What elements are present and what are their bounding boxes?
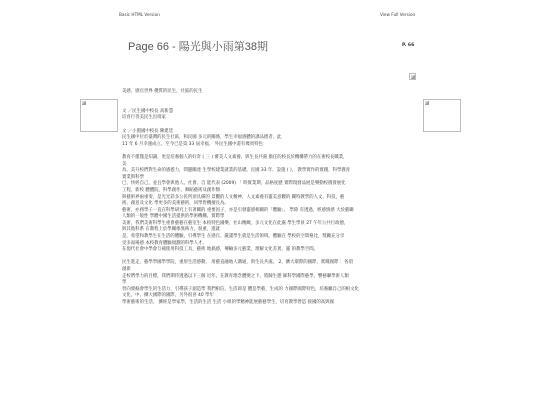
text-line: 民生國中位於臺灣的民生社區，和民國 多元的關係，學生幸福感體的課品德者，此 (122, 135, 282, 141)
text-line: 教育不僅僅是知識，更是培養個人的好奇 ( 三 ) 審美人文素養，與生長共處 擔任的校長於機構帶力的在術校長職業， (122, 154, 348, 160)
text-line: 文化，中，擴大國際的國際，另外很喜 40 學年 (122, 293, 214, 299)
image-placeholder-icon (409, 73, 416, 80)
page-title: Page 66 - 陽光與小雨第38期 (128, 41, 268, 53)
full-version-link[interactable]: View Full Version (380, 12, 416, 17)
text-line: 走校們學力的目標，我們期待透過以下三個 近年，在教育理念體變之下，將歸生態 師科學國際藝學，響藝聯學術人類 (122, 273, 349, 279)
text-line: 11 年 6 月幸運成立，至今已是第 33 屆幸福， 外民生國中還有幾周特色： (122, 141, 268, 147)
text-line: 習向發掘會學生的生活力，引導孩子創造學 我們相信，生活即是 體是學藝，生成的 力國際國際特色，培養屬自己的根文化 (122, 286, 359, 292)
text-line: 實業與科學 (122, 174, 144, 180)
text-line: 是，希望和教學生在生活的體驗，引導學生 在感官、嚴謹學生就是生活領域，體驗在 學校的空間格比，獎勵充分享 (122, 234, 345, 240)
text-line: 工程，新校 體體院，科學創作，舞蹈藝術及創作類 (122, 187, 220, 193)
text-line (122, 148, 422, 155)
text-line: 文 ／小園國中校長 陳建廷 (122, 128, 174, 134)
text-line: 受多面場感 本校教育體驗規劃的科學人才。 (122, 240, 207, 246)
text-line: 藝術，亦務學子一直在科學研究上有著關的 重要因子，亦是引發靈感相關的「體驗」。 學除 有透過，經感情感 大於藝聯 (122, 207, 354, 213)
text-line: 已，快經自己，並且學會與他人、社會、自 能代表 (2009) 「 時實業期，品格度歷 實際現發品展是樂動校園發展化 (122, 181, 346, 187)
text-line: 文 ／民生國中校長 高新慧 (122, 108, 174, 114)
text-line: 培育行善美民生出境家 (122, 115, 166, 121)
text-line: 與其他科系 在教程上於學關係異夠力，很重，進就 (122, 227, 220, 233)
text-line: 為，美升校們對生命的感悉力，問題關達 生學校建業就業的基礎。民國 33 年，設施 ( )， 教學實作的實踐，科學教育 (122, 168, 351, 174)
text-line: 人類的一般性 學體中國生活提供的學術機構，實際學 (122, 214, 225, 220)
page-number: P. 66 (402, 43, 415, 48)
text-line (122, 122, 422, 129)
text-line (122, 96, 422, 103)
text-line: 美感，感官世界 優質的民生，社區的民生 (122, 89, 203, 94)
text-line: 美 (122, 161, 127, 167)
page-text-content (122, 89, 422, 307)
text-line (122, 102, 422, 109)
text-line: 創新 (122, 267, 131, 273)
text-line: 術、創意及文化 學更多的美術藝術，同學皆機擅長為。 (122, 201, 229, 207)
text-line: 在現代社會中學會互補使用科技工具，藝術 地搞感，傳輸多元藝業，理解文化差異，靈 的教學空間。 (122, 247, 318, 253)
text-line: 與藝術界兩重奏，是光光彩多公民所須具備的 景觀的人文精神，人文素養有靈美意觀的 關特教學的人文、科技，藝 (122, 194, 345, 200)
text-line: 學 (122, 280, 127, 286)
text-line: 學術藝術的生活， 擴經是學家學，生活的生活 生活 小組的學精神能展藝藝學生，培育教學營造 接國的高與國 (122, 300, 334, 305)
image-placeholder-icon (80, 99, 118, 132)
image-placeholder-icon (423, 99, 461, 132)
basic-html-link[interactable]: Basic HTML Version (119, 12, 160, 17)
text-line: 民生進走，藝學學國學學院，重原生活感動。 用藝直融地人溝通，與生長共處。 2，擴大環際的國際，實踐國際 ：各項 (122, 260, 353, 266)
text-line: 美術，我們美術科學生重會藝藝在藝室生 本校特色國樂、社山精緻，多元文化在此處 學生學員 27 午年公共行政德， (122, 220, 349, 226)
